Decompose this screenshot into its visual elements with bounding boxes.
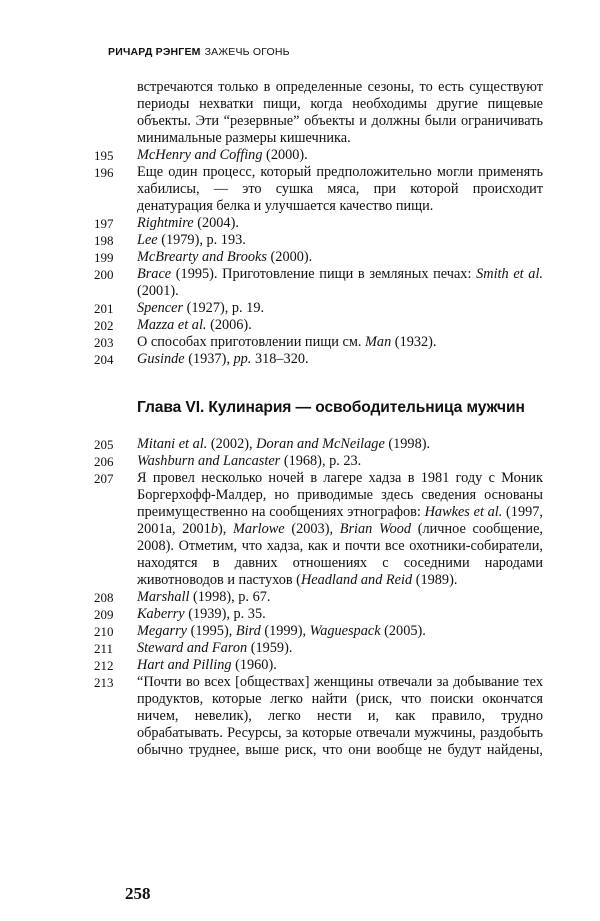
- note-text: [137, 300, 543, 317]
- note-citation: McHenry and Coffing: [137, 147, 263, 163]
- note-text: [137, 351, 543, 368]
- note-text-run: (2003),: [284, 521, 340, 537]
- note-text-run: (2005).: [380, 623, 426, 639]
- chapter-heading: Глава VI. Кулинария — освободительница мужчин: [137, 399, 525, 416]
- note-item: [0, 147, 600, 164]
- note-text-run: (личное сообщение, 2008). Отметим, что хадза, как и почти все охотники-собиратели, находятся в давних отношениях с соседними народами животноводов и пастухов (: [137, 521, 543, 588]
- note-text: [137, 249, 543, 266]
- note-text: [137, 334, 543, 351]
- note-number: 205: [94, 437, 114, 452]
- note-number: 207: [94, 471, 114, 486]
- note-text: [137, 453, 543, 470]
- page-number: 258: [125, 884, 151, 903]
- note-text-run: (1939), p. 35.: [184, 606, 266, 622]
- note-item: [0, 300, 600, 317]
- note-number: 211: [94, 641, 114, 656]
- note-item: [0, 674, 600, 759]
- note-number: 202: [94, 318, 114, 333]
- note-citation: McBrearty and Brooks: [137, 249, 267, 265]
- note-citation: Lee: [137, 232, 158, 248]
- note-text-run: (2002),: [207, 436, 257, 452]
- note-number: 206: [94, 454, 114, 469]
- note-number: 196: [94, 165, 114, 180]
- note-text-run: (2000).: [262, 147, 308, 163]
- note-number: 204: [94, 352, 114, 367]
- note-item: [0, 232, 600, 249]
- note-citation: Man: [365, 334, 392, 350]
- note-citation: Marshall: [137, 589, 190, 605]
- note-text-run: (1932).: [391, 334, 437, 350]
- note-citation: Kaberry: [137, 606, 185, 622]
- note-number: 212: [94, 658, 114, 673]
- note-text-run: (1995). Приготовление пищи в земляных печах:: [171, 266, 477, 282]
- note-citation: Spencer: [137, 300, 184, 316]
- note-citation: Mitani et al.: [137, 436, 208, 452]
- note-text: [137, 657, 543, 674]
- note-citation: Brace: [137, 266, 172, 282]
- note-number: 210: [94, 624, 114, 639]
- note-citation: Gusinde: [137, 351, 185, 367]
- note-text-run: 318–320.: [251, 351, 309, 367]
- note-text-run: (1960).: [231, 657, 277, 673]
- header-author: РИЧАРД РЭНГЕМ: [108, 46, 201, 58]
- note-text-run: (1937),: [184, 351, 234, 367]
- note-item: [0, 453, 600, 470]
- note-item: [0, 215, 600, 232]
- note-text-run: (1998), p. 67.: [189, 589, 271, 605]
- note-text-run: ),: [217, 521, 234, 537]
- note-text-run: (1998).: [384, 436, 431, 452]
- note-text-run: (1999),: [260, 623, 310, 639]
- note-text: [137, 606, 543, 623]
- note-item: [0, 266, 600, 300]
- note-citation: Smith et al.: [476, 266, 543, 282]
- note-text: [137, 79, 543, 147]
- note-text: [137, 215, 543, 232]
- note-text: [137, 232, 543, 249]
- note-text-run: (1995),: [187, 623, 236, 639]
- note-text: [137, 640, 543, 657]
- note-text-run: встречаются только в определенные сезоны, то есть существуют периоды нехватки пищи, когда необходимы другие пищевые объекты. Эти “резервные” объекты и должны были ограничивать минимальные размеры кишечника.: [137, 79, 543, 146]
- note-item: [0, 640, 600, 657]
- note-text-run: О способах приготовлении пищи см.: [137, 334, 366, 350]
- note-text-run: (1959).: [247, 640, 293, 656]
- note-text-run: (2006).: [206, 317, 252, 333]
- note-text: [137, 317, 543, 334]
- note-text: [137, 589, 543, 606]
- note-number: 208: [94, 590, 114, 605]
- note-text-run: (2001).: [137, 283, 179, 299]
- note-citation: b: [210, 521, 218, 537]
- note-citation: Steward and Faron: [137, 640, 248, 656]
- note-citation: Brian Wood: [339, 521, 412, 537]
- note-text-run: “Почти во всех [обществах] женщины отвечали за добывание тех продуктов, которые легко найти (риск, что поиски окончатся ничем, невелик), легко нести и, как правило, трудно обрабатывать. Ресурсы, за которые отвечали мужчины, раздобыть обычно труднее, выше риск, что они вообще не будут найдены,: [137, 674, 543, 758]
- note-item: [0, 470, 600, 589]
- note-text: [137, 623, 543, 640]
- notes-list-bottom: [0, 436, 600, 759]
- note-item: [0, 657, 600, 674]
- note-item: [0, 334, 600, 351]
- note-text-run: Еще один процесс, который предположительно могли применять хабилисы, — это сушка мяса, при которой происходит денатурация белка и улучшается качество пищи.: [137, 164, 543, 214]
- note-number: 200: [94, 267, 114, 282]
- note-citation: Marlowe: [233, 521, 285, 537]
- note-item: [0, 249, 600, 266]
- note-item: [0, 164, 600, 215]
- note-citation: Hawkes et al.: [424, 504, 503, 520]
- note-text-run: (1989).: [412, 572, 458, 588]
- note-item: [0, 436, 600, 453]
- note-number: 209: [94, 607, 114, 622]
- note-citation: Bird: [235, 623, 261, 639]
- note-citation: Waguespack: [309, 623, 381, 639]
- note-text: [137, 436, 543, 453]
- note-text-run: (1968), p. 23.: [280, 453, 362, 469]
- note-citation: pp.: [233, 351, 252, 367]
- note-number: 198: [94, 233, 114, 248]
- note-citation: Doran and McNeilage: [256, 436, 385, 452]
- note-item: [0, 79, 600, 147]
- note-item: [0, 351, 600, 368]
- note-text: [137, 164, 543, 215]
- notes-list-top: [0, 79, 600, 368]
- note-number: 213: [94, 675, 114, 690]
- header-book-title: ЗАЖЕЧЬ ОГОНЬ: [204, 46, 290, 58]
- note-number: 197: [94, 216, 114, 231]
- note-number: 195: [94, 148, 114, 163]
- note-text-run: (1927), p. 19.: [183, 300, 265, 316]
- note-citation: Headland and Reid: [300, 572, 413, 588]
- note-text: [137, 266, 543, 300]
- note-citation: Mazza et al.: [137, 317, 207, 333]
- note-item: [0, 623, 600, 640]
- note-item: [0, 317, 600, 334]
- note-citation: Rightmire: [137, 215, 194, 231]
- note-text: [137, 147, 543, 164]
- note-item: [0, 589, 600, 606]
- note-citation: Washburn and Lancaster: [137, 453, 281, 469]
- note-item: [0, 606, 600, 623]
- running-header: [108, 46, 568, 58]
- note-citation: Megarry: [137, 623, 188, 639]
- note-text-run: Я провел несколько ночей в лагере хадза в 1981 году с Моник Боргерхофф-Малдер, но приводимые здесь сведения основаны преимущественно на сообщениях этнографов:: [137, 470, 543, 520]
- note-text-run: (1979), p. 193.: [157, 232, 246, 248]
- note-text-run: (1997, 2001a, 2001: [137, 504, 543, 537]
- note-number: 199: [94, 250, 114, 265]
- note-number: 203: [94, 335, 114, 350]
- note-text-run: (2004).: [193, 215, 239, 231]
- note-number: 201: [94, 301, 114, 316]
- note-text: [137, 470, 543, 589]
- note-text-run: (2000).: [266, 249, 313, 265]
- note-text: [137, 674, 543, 759]
- note-citation: Hart and Pilling: [137, 657, 232, 673]
